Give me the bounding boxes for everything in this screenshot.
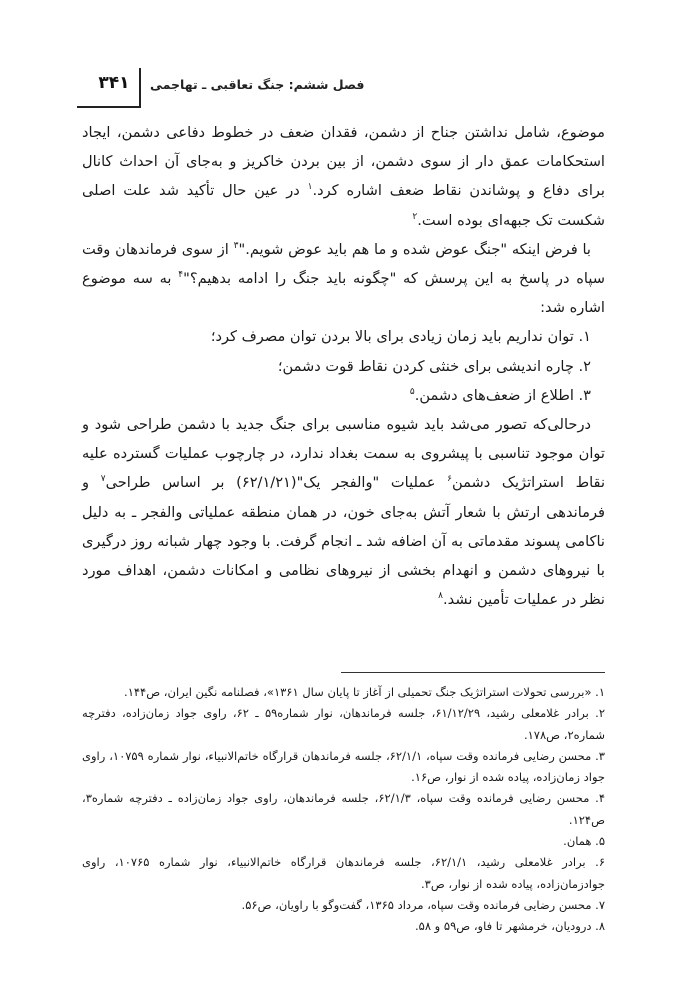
footnote-item: ۱. «بررسی تحولات استراتژیک جنگ تحمیلی از آغاز تا پایان سال ۱۳۶۱»، فصلنامه نگین ایران، ص۱۴۴. <box>124 685 605 699</box>
paragraph-3-text-c: و فرماندهی ارتش با شعار آتش به‌جای خون، در همان منطقه عملیاتی والفجر ـ به دلیل ناکامی پسوند مقدماتی به آن اضافه شد ـ انجام گرفت. با وجود چهار شبانه روز درگیری با نیروهای دشمن و انهدام بخشی از نیروهای نظامی و امکانات دشمن، اهداف مورد نظر در عملیات تأمین نشد. <box>82 474 605 609</box>
footnotes <box>82 682 605 938</box>
footnote-item: ۶. برادر غلامعلی رشید، ۶۲/۱/۱، جلسه فرماندهان قرارگاه خاتم‌الانبیاء، نوار شماره ۱۰۷۶۵، راوی جوادزمان‌زاده، پیاده شده از نوار، ص۳. <box>82 855 605 891</box>
paragraph-1-text: موضوع، شامل نداشتن جناح از دشمن، فقدان ضعف در خطوط دفاعی دشمن، ایجاد استحکامات عمق دار از سوی دشمن، از بین بردن خاکریز و به‌جای آن احداث کانال برای دفاع و پوشاندن نقاط ضعف اشاره کرد. <box>82 124 605 200</box>
paragraph-3 <box>82 410 605 614</box>
page-header <box>0 58 699 108</box>
paragraph-2-text: با فرض اینکه "جنگ عوض شده و ما هم باید عوض شویم." <box>238 240 591 258</box>
footnote-separator <box>341 672 605 673</box>
footnote-item: ۲. برادر غلامعلی رشید، ۶۱/۱۲/۲۹، جلسه فرماندهان، نوار شماره۵۹ ـ ۶۲، راوی جواد زمان‌زاده، دفترچه شماره۲، ص۱۷۸. <box>82 706 605 742</box>
footnote-ref-8[interactable]: ۸ <box>438 591 444 602</box>
list-item: ۲. چاره اندیشی برای خنثی کردن نقاط قوت دشمن؛ <box>277 357 591 375</box>
footnote-ref-4[interactable]: ۴ <box>178 270 184 281</box>
header-divider-vertical <box>139 68 141 108</box>
page-number: ۳۴۱ <box>98 73 130 93</box>
footnote-ref-3[interactable]: ۳ <box>233 240 239 251</box>
paragraph-2-text-b: از سوی فرماندهان وقت سپاه در پاسخ به این پرسش که "چگونه باید جنگ را ادامه بدهیم؟" <box>82 240 605 288</box>
numbered-list <box>82 322 605 410</box>
footnote-item: ۷. محسن رضایی فرمانده وقت سپاه، مرداد ۱۳۶۵، گفت‌وگو با راویان، ص۵۶. <box>241 897 605 912</box>
footnote-item: ۸. درودیان، خرمشهر تا فاو، ص۵۹ و ۵۸. <box>415 919 605 934</box>
footnote-ref-5[interactable]: ۵ <box>409 386 415 397</box>
running-title: فصل ششم: جنگ تعاقبی ـ تهاجمی <box>150 77 365 92</box>
footnote-ref-1[interactable]: ۱ <box>307 182 313 193</box>
paragraph-1 <box>82 118 605 235</box>
main-text <box>82 118 605 614</box>
list-item-text: ۳. اطلاع از ضعف‌های دشمن. <box>414 386 591 404</box>
paragraph-2-text-c: به سه موضوع اشاره شد: <box>82 270 605 317</box>
paragraph-1-text-b: در عین حال تأکید شد علت اصلی شکست تک جبهه‌ای بوده است. <box>82 182 605 229</box>
footnote-item: ۴. محسن رضایی فرمانده وقت سپاه، ۶۲/۱/۳، جلسه فرماندهان، راوی جواد زمان‌زاده ـ دفترچه شماره۳، ص۱۲۴. <box>82 791 605 827</box>
footnote-item: ۵. همان. <box>563 834 605 849</box>
footnote-ref-2[interactable]: ۲ <box>412 211 418 222</box>
list-item <box>82 381 605 410</box>
footnote-item: ۳. محسن رضایی فرمانده وقت سپاه، ۶۲/۱/۱، جلسه فرماندهان قرارگاه خاتم‌الانبیاء، نوار شماره ۱۰۷۵۹، راوی جواد زمان‌زاده، پیاده شده از نوار، ص۱۶. <box>82 748 605 785</box>
paragraph-3-text: درحالی‌که تصور می‌شد باید شیوه مناسبی برای جنگ جدید با دشمن طراحی شود و توان موجود تناسبی با پیشروی به سمت بغداد ندارد، در چارچوب عملیات گسترده علیه نقاط استراتژیک دشمن <box>82 416 606 492</box>
header-divider-horizontal <box>77 106 141 108</box>
paragraph-3-text-b: عملیات "والفجر یک"(۶۲/۱/۲۱) بر اساس طراحی <box>105 474 448 492</box>
list-item: ۱. توان نداریم باید زمان زیادی برای بالا بردن توان مصرف کرد؛ <box>210 328 591 346</box>
footnote-ref-7[interactable]: ۷ <box>100 474 106 485</box>
paragraph-2 <box>82 235 605 323</box>
footnote-ref-6[interactable]: ۶ <box>447 474 452 485</box>
